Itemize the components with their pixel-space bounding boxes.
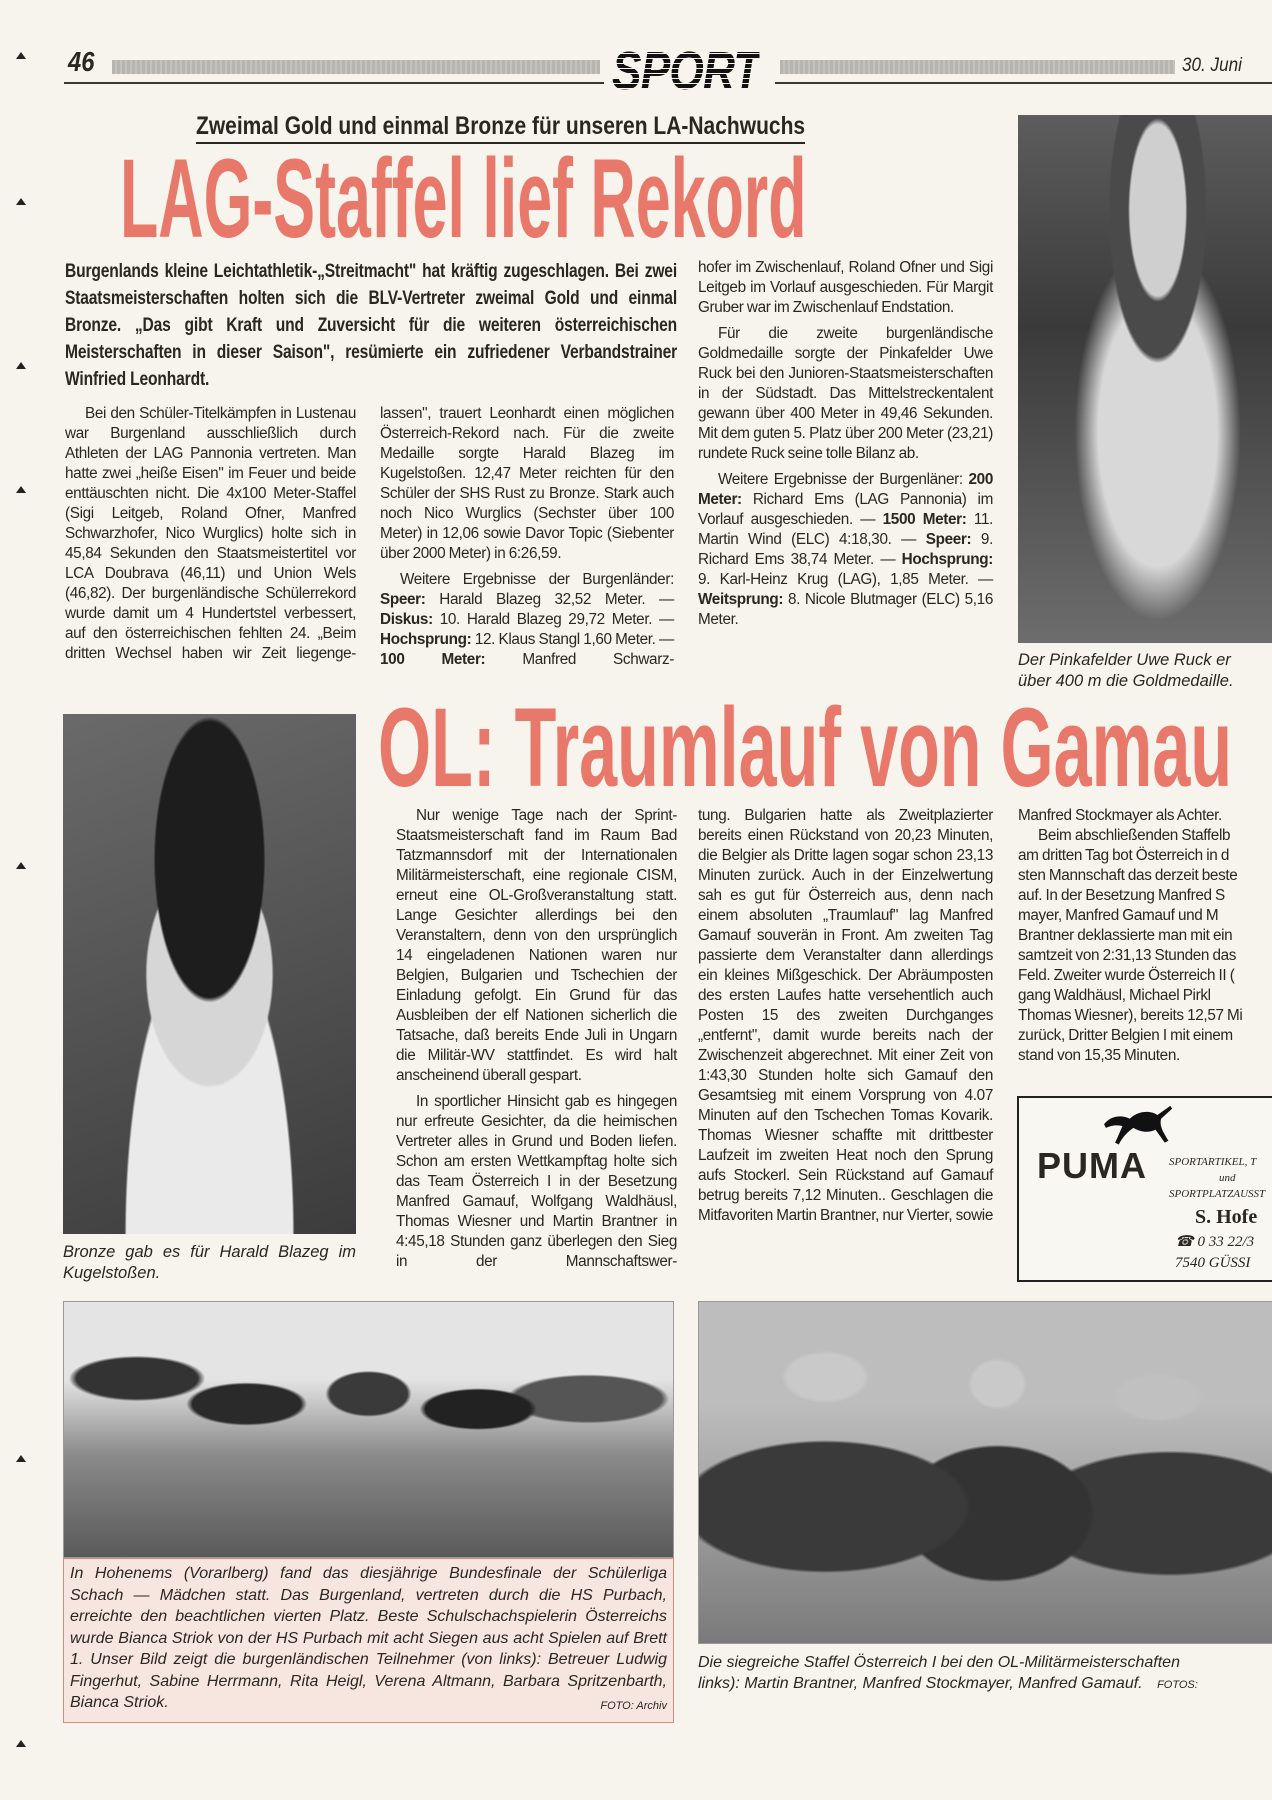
ad-line: SPORTARTIKEL, T xyxy=(1169,1156,1257,1168)
text-line: Beim abschließenden Staffelb xyxy=(1038,827,1231,844)
caption-text: links): Martin Brantner, Manfred Stockmayer, Manfred Gamauf. xyxy=(698,1675,1143,1692)
result-label: Hochsprung: xyxy=(901,551,993,568)
photo-uwe-ruck xyxy=(1018,115,1272,643)
text-line: samtzeit von 2:31,13 Stunden das xyxy=(1018,947,1237,964)
result-label: Diskus: xyxy=(380,611,433,628)
text-run: Weitere Ergebnisse der Burgenläner: xyxy=(718,471,969,488)
margin-mark xyxy=(16,862,26,869)
margin-mark xyxy=(16,1740,26,1747)
ad-shop-name: S. Hofe xyxy=(1195,1206,1258,1228)
result-label: 100 Meter: xyxy=(380,651,486,668)
text-line: zurück, Dritter Belgien I mit einem xyxy=(1018,1027,1233,1044)
text-line: mayer, Manfred Gamauf und M xyxy=(1018,907,1219,924)
section-title: SPORT xyxy=(612,41,760,101)
text-run: Harald Blazeg 32,52 Meter. — xyxy=(425,591,674,608)
ad-phone xyxy=(1175,1234,1254,1251)
text-run: Richard Ems (LAG Pannonia) im Vorlauf ausgeschieden. — xyxy=(698,491,993,528)
text-line: Manfred Stockmayer als Achter. xyxy=(1018,807,1222,824)
text-line: Thomas Wiesner), bereits 12,57 Mi xyxy=(1018,1007,1243,1024)
results-paragraph xyxy=(698,470,993,630)
photo-harald-blazeg xyxy=(63,714,356,1234)
lag-column-2 xyxy=(380,404,674,670)
advertisement-puma xyxy=(1017,1096,1272,1282)
header-bar-left xyxy=(112,60,600,74)
ol-column-2 xyxy=(698,806,993,1226)
text-line: Feld. Zweiter wurde Österreich II ( xyxy=(1018,967,1235,984)
result-label: Speer: xyxy=(925,531,972,548)
text-run: Manfred Schwarz- xyxy=(485,651,674,668)
ol-column-1 xyxy=(396,806,677,1272)
lag-column-1 xyxy=(65,404,356,664)
result-label: Speer: xyxy=(380,591,426,608)
paragraph: Für die zweite burgenländische Goldmedaille sorgte der Pinkafelder Uwe Ruck bei den Junioren-Staatsmeisterschaften in der Südstadt. Das Mittelstreckentalent gewann über 400 Meter in 49,46 Sekunden. Mit dem guten 5. Platz über 200 Meter (23,21) rundete Ruck seine tolle Bilanz ab. xyxy=(698,325,993,462)
phone-icon: ☎ xyxy=(1175,1234,1198,1250)
text-run: 9. Karl-Heinz Krug (LAG), 1,85 Meter. — xyxy=(698,571,993,588)
text-run: 9. Richard Ems 38,74 Meter. — xyxy=(698,531,993,568)
ol-headline: OL: Traumlauf von Gamau xyxy=(378,685,1233,810)
header-bar-right xyxy=(780,60,1175,74)
caption-line: Die siegreiche Staffel Österreich I bei den OL-Militärmeisterschaften xyxy=(698,1654,1180,1671)
paragraph: lassen", trauert Leonhardt einen möglichen Österreich-Rekord nach. Für die zweite Medaille sorgte Harald Blazeg im Kugelstoßen. 12,47 Meter reichten für den Schüler der SHS Rust zu Bronze. Stark auch noch Nico Wurglics (Sechster über 100 Meter) in 12,06 sowie Davor Topic (Siebenter über 2000 Meter) in 6:26,59. xyxy=(380,405,674,562)
text-line: sten Mannschaft das derzeit beste xyxy=(1018,867,1238,884)
text-run: 10. Harald Blazeg 29,72 Meter. — xyxy=(432,611,674,628)
header-rule-right xyxy=(775,82,1272,84)
chess-caption-text: In Hohenems (Vorarlberg) fand das diesjährige Bundesfinale der Schülerliga Schach — Mädchen statt. Das Burgenland, vertreten durch die HS Purbach, erreichte den beachtlichen vierten Platz. Beste Schulschachspielerin Österreichs wurde Bianca Striok von der HS Purbach mit acht Siegen aus acht Spielen auf Brett 1. Unser Bild zeigt die burgenländischen Teilnehmer (von links): Betreuer Ludwig Fingerhut, Sabine Herrmann, Rita Heigl, Verena Altmann, Barbara Spritzenbarth, Bianca Striok. xyxy=(70,1565,667,1711)
text-line: stand von 15,35 Minuten. xyxy=(1018,1047,1180,1064)
text-line: am dritten Tag bot Österreich in d xyxy=(1018,847,1229,864)
page-number: 46 xyxy=(68,46,95,77)
caption-line: über 400 m die Goldmedaille. xyxy=(1018,672,1234,690)
text-run: 8. Nicole Blutmager (ELC) 5,16 Meter. xyxy=(698,591,993,628)
paragraph: hofer im Zwischenlauf, Roland Ofner und Sigi Leitgeb im Vorlauf ausgeschieden. Für Margit Gruber war im Zwischenlauf Endstation. xyxy=(698,259,993,316)
ol-column-3 xyxy=(1018,806,1272,1066)
caption-line xyxy=(698,1673,1272,1696)
puma-logo: PUMA xyxy=(1037,1145,1147,1186)
photo-caption-blazeg: Bronze gab es für Harald Blazeg im Kugelstoßen. xyxy=(63,1243,356,1282)
ad-line: SPORTPLATZAUSST xyxy=(1169,1188,1266,1200)
result-label: 200 Meter: xyxy=(698,471,993,508)
text-run: Weitere Ergebnisse der Burgenländer: xyxy=(400,571,674,588)
paragraph: Bei den Schüler-Titelkämpfen in Lustenau war Burgenland ausschließlich durch Athleten der LAG Pannonia vertreten. Man hatte zwei „heiße Eisen" im Feuer und beide enttäuschten nicht. Die 4x100 Meter-Staffel (Sigi Leitgeb, Roland Ofner, Manfred Schwarzhofer, Nico Wurglics) holte sich in 45,84 Sekunden den Staatsmeistertitel vor LCA Doubrava (46,11) und Union Wels (46,82). Der burgenländische Schülerrekord wurde damit um 4 Hundertstel verbessert, auf den österreichischen fehlten 24. „Beim dritten Wechsel haben wir Zeit liegenge- xyxy=(65,405,356,662)
margin-mark xyxy=(16,198,26,205)
text-run: 12. Klaus Stangl 1,60 Meter. — xyxy=(471,631,674,648)
text-line: Brantner deklassierte man mit ein xyxy=(1018,927,1233,944)
photo-relay-team xyxy=(698,1301,1272,1644)
ad-line: und xyxy=(1219,1172,1236,1184)
article-subhead: Zweimal Gold und einmal Bronze für unseren LA-Nachwuchs xyxy=(196,110,805,144)
lag-column-3 xyxy=(698,258,993,636)
photo-credit: FOTOS: xyxy=(1157,1679,1198,1691)
result-label: 1500 Meter: xyxy=(882,511,967,528)
result-label: Hochsprung: xyxy=(380,631,472,648)
article-headline: LAG-Staffel lief Rekord xyxy=(120,136,807,261)
article-lead: Burgenlands kleine Leichtathletik-„Streitmacht" hat kräftig zugeschlagen. Bei zwei Staatsmeisterschaften holten sich die BLV-Vertreter zweimal Gold und einmal Bronze. „Das gibt Kraft und Zuversicht für die weiteren österreichischen Meisterschaften in dieser Saison", resümierte ein zufriedener Verbandstrainer Winfried Leonhardt. xyxy=(65,260,677,390)
chess-caption-box xyxy=(63,1558,674,1723)
margin-mark xyxy=(16,362,26,369)
caption-line: Der Pinkafelder Uwe Ruck er xyxy=(1018,651,1231,669)
text-line: auf. In der Besetzung Manfred S xyxy=(1018,887,1225,904)
photo-chess-team xyxy=(63,1301,674,1558)
margin-mark xyxy=(16,52,26,59)
results-paragraph xyxy=(380,570,674,670)
margin-mark xyxy=(16,1455,26,1462)
header-rule-left xyxy=(64,82,604,84)
ad-address: 7540 GÜSSI xyxy=(1175,1255,1251,1271)
ad-phone-number: 0 33 22/3 xyxy=(1197,1234,1255,1250)
paragraph: tung. Bulgarien hatte als Zweitplazierter bereits einen Rückstand von 20,23 Minuten, die Belgier als Dritte lagen sogar schon 23,13 Minuten zurück. Auch in der Einzelwertung sah es gut für Österreich aus, denn nach einem absoluten „Traumlauf" lag Manfred Gamauf souverän in Front. Am zweiten Tag passierte dem Veranstalter dann allerdings ein kleines Mißgeschick. Der Abräumposten des ersten Laufes hatte versehentlich auch Posten 15 des zweiten Durchganges „entfernt", damit wurde bereits nach der Zwischenzeit abgerechnet. Mit einer Zeit von 1:43,30 Stunden holte sich Gamauf den Gesamtsieg mit einem Vorsprung von 4.07 Minuten auf den Tschechen Tomas Kovarik. Thomas Wiesner schaffte mit drittbester Laufzeit im zweiten Heat noch den Sprung aufs Stockerl. Sein Rückstand auf Gamauf betrug bereits 7,12 Minuten.. Geschlagen die Mitfavoriten Martin Brantner, nur Vierter, sowie xyxy=(698,807,993,1224)
text-line: gang Waldhäusl, Michael Pirkl xyxy=(1018,987,1211,1004)
margin-mark xyxy=(16,486,26,493)
puma-cat-icon xyxy=(1099,1104,1179,1150)
issue-date: 30. Juni xyxy=(1182,55,1242,76)
paragraph: In sportlicher Hinsicht gab es hingegen nur erfreute Gesichter, da die heimischen Vertreter alles in Grund und Boden liefen. Schon am ersten Wettkampftag holte sich das Team Österreich I in der Besetzung Manfred Gamauf, Wolfgang Waldhäusl, Thomas Wiesner und Martin Brantner in 4:45,18 Stunden ganz überlegen den Sieg in der Mannschaftswer- xyxy=(396,1093,677,1270)
paragraph: Nur wenige Tage nach der Sprint-Staatsmeisterschaft fand im Raum Bad Tatzmannsdorf mit der Internationalen Militärmeisterschaft, eine regionale CISM, erneut eine OL-Großveranstaltung statt. Lange Gesichter allerdings bei den Veranstaltern, denn von den ursprünglich 14 eingeladenen Nationen waren nur Belgien, Bulgarien und Tschechien der Einladung gefolgt. Ein Grund für das Ausbleiben der elf Nationen sicherlich die Tatsache, daß bereits Ende Juli in Ungarn die Militär-WV stattfindet. Es wird halt anscheinend überall gespart. xyxy=(396,807,677,1084)
relay-caption xyxy=(698,1652,1272,1696)
text-run: 11. Martin Wind (ELC) 4:18,30. — xyxy=(698,511,993,548)
photo-credit: FOTO: Archiv xyxy=(600,1700,667,1712)
result-label: Weitsprung: xyxy=(698,591,784,608)
